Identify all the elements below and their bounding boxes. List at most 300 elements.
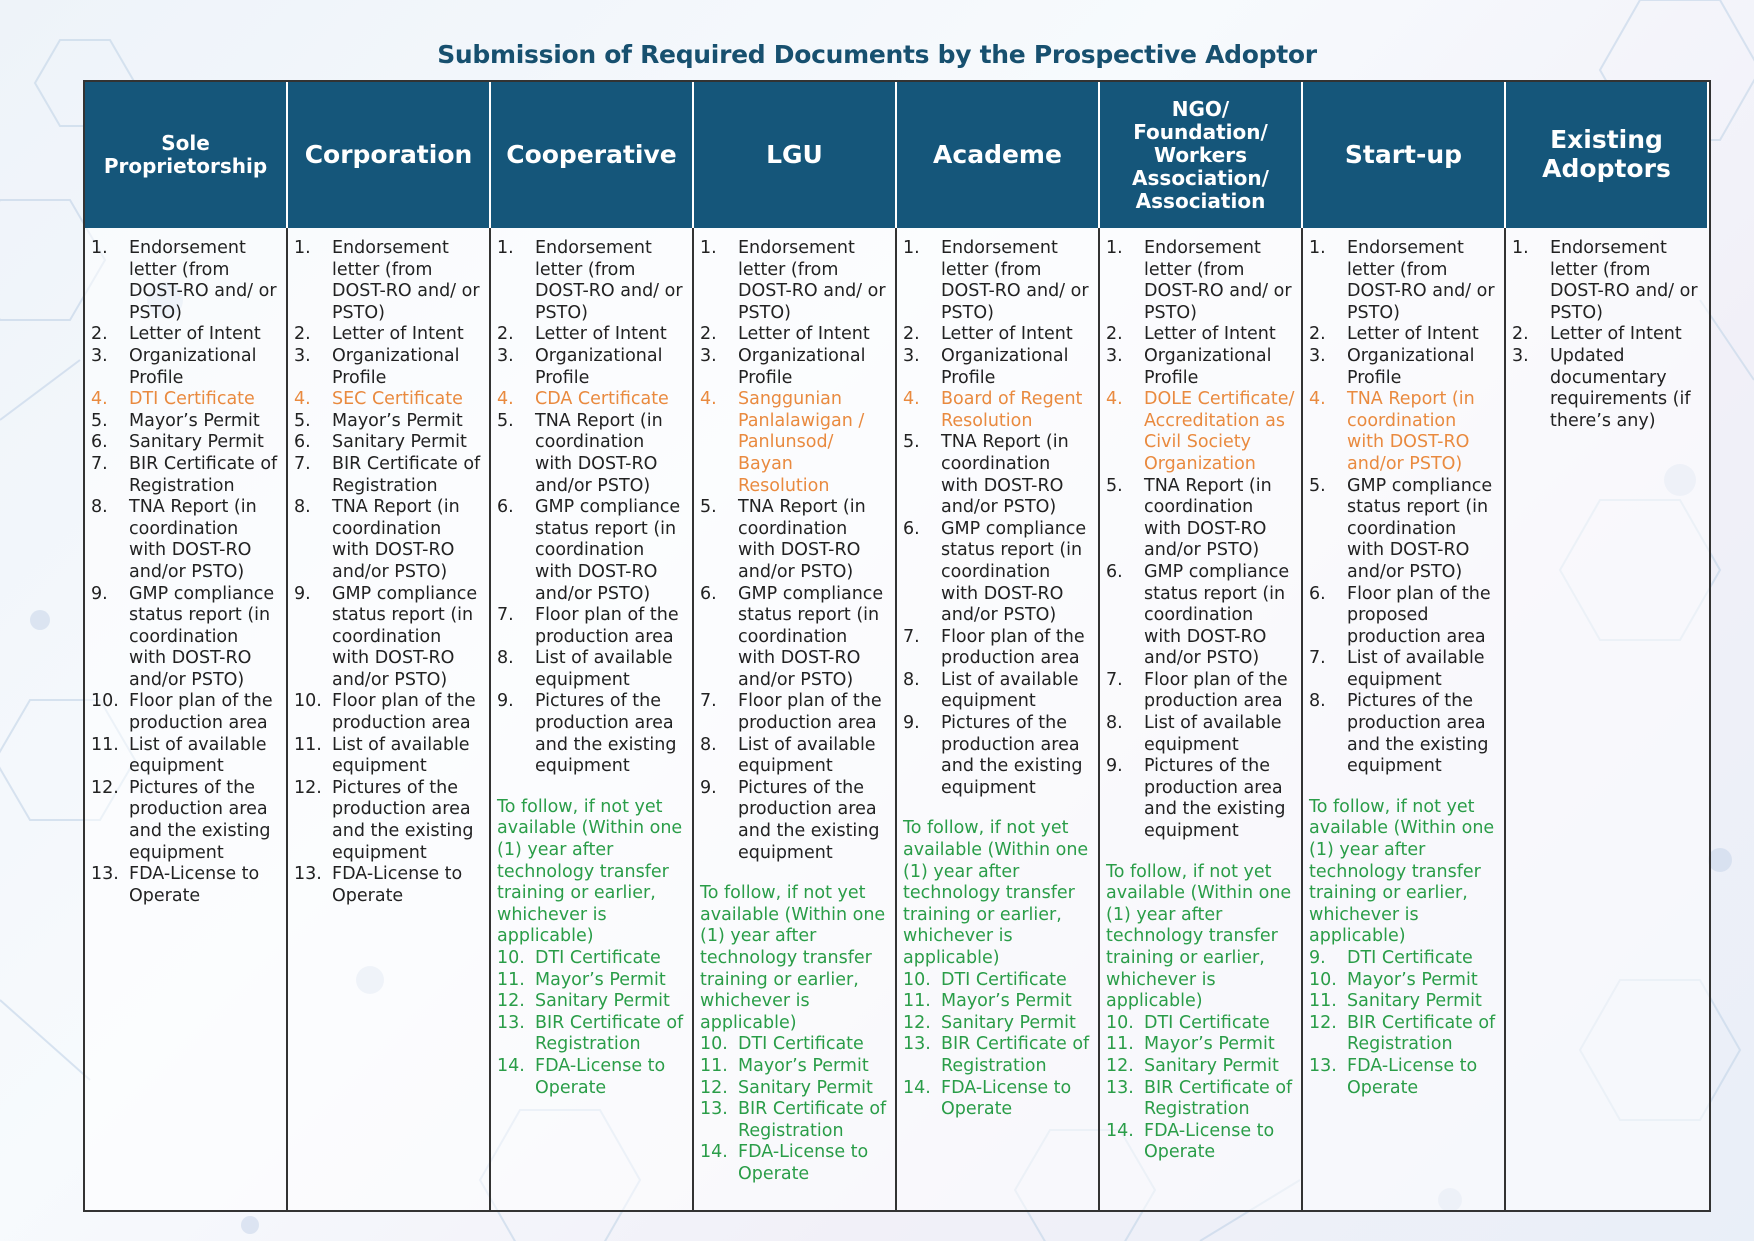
requirements-list — [700, 238, 889, 864]
requirement-item — [1309, 991, 1498, 1013]
requirement-item — [294, 389, 483, 411]
item-number: 8. — [700, 734, 717, 755]
item-text: Sanitary Permit — [332, 432, 467, 453]
item-text: GMP compliance status report (in coordination with DOST-RO and/or PSTO) — [129, 583, 275, 690]
requirement-item — [91, 389, 280, 411]
item-text: FDA-License to Operate — [1347, 1055, 1478, 1098]
item-number: 2. — [700, 324, 717, 345]
to-follow-list — [1309, 948, 1498, 1099]
item-number: 4. — [700, 389, 717, 410]
item-number: 5. — [91, 410, 108, 431]
item-number: 6. — [497, 497, 514, 518]
to-follow-note: To follow, if not yet available (Within one (1) year after technology transfer training or earlier, whichever is applicable) — [497, 796, 683, 947]
item-text: BIR Certificate of Registration — [941, 1034, 1090, 1076]
requirement-item — [91, 324, 280, 346]
to-follow-note: To follow, if not yet available (Within one (1) year after technology transfer training or earlier, whichever is applicable) — [700, 883, 886, 1033]
requirement-item — [903, 670, 1092, 713]
item-text: TNA Report (in coordination with DOST-RO and/or PSTO) — [332, 497, 460, 582]
requirement-item — [1106, 562, 1295, 670]
item-number: 5. — [700, 497, 717, 518]
requirement-item — [1106, 476, 1295, 562]
requirements-column — [1100, 228, 1303, 1210]
column-header: Start-up — [1303, 82, 1506, 228]
item-text: FDA-License to Operate — [332, 864, 463, 906]
requirement-item — [91, 238, 280, 324]
item-text: GMP compliance status report (in coordination with DOST-RO and/or PSTO) — [332, 583, 478, 690]
item-text: TNA Report (in coordination with DOST-RO and/or PSTO) — [129, 497, 257, 582]
requirement-item — [294, 691, 483, 734]
requirement-item — [1309, 970, 1498, 992]
requirement-item — [1512, 346, 1703, 432]
item-text: Floor plan of the production area — [535, 605, 679, 647]
item-number: 14. — [700, 1142, 728, 1163]
requirement-item — [294, 238, 483, 324]
item-text: Endorsement letter (from DOST-RO and/ or PSTO) — [535, 238, 683, 323]
requirement-item — [1106, 346, 1295, 389]
to-follow-list — [903, 970, 1092, 1121]
requirement-item — [700, 389, 889, 497]
item-text: Endorsement letter (from DOST-RO and/ or PSTO) — [1144, 238, 1292, 323]
item-number: 13. — [1106, 1077, 1134, 1098]
item-number: 12. — [91, 777, 119, 798]
item-number: 12. — [294, 777, 322, 798]
item-text: GMP compliance status report (in coordination with DOST-RO and/or PSTO) — [535, 497, 681, 604]
item-text: Floor plan of the production area — [738, 691, 882, 734]
item-number: 12. — [1309, 1012, 1337, 1033]
item-number: 7. — [91, 453, 108, 474]
item-number: 11. — [903, 991, 931, 1012]
item-number: 13. — [903, 1034, 931, 1055]
item-number: 3. — [700, 345, 717, 366]
item-text: Mayor’s Permit — [129, 410, 260, 431]
requirement-item — [903, 389, 1092, 432]
requirement-item — [1309, 324, 1498, 346]
requirement-item — [91, 584, 280, 692]
column-header: Existing Adoptors — [1506, 82, 1709, 228]
requirement-item — [903, 627, 1092, 670]
item-text: FDA-License to Operate — [535, 1055, 666, 1098]
item-number: 4. — [91, 389, 108, 410]
requirement-item — [903, 519, 1092, 627]
requirement-item — [294, 497, 483, 583]
item-text: Sanitary Permit — [535, 991, 670, 1012]
item-text: Pictures of the production area and the existing equipment — [1144, 756, 1286, 842]
item-number: 1. — [1512, 238, 1529, 258]
requirements-column — [897, 228, 1100, 1210]
item-text: BIR Certificate of Registration — [1347, 1012, 1496, 1055]
item-text: Floor plan of the production area — [941, 626, 1085, 669]
item-text: TNA Report (in coordination with DOST-RO and/or PSTO) — [1347, 389, 1475, 474]
requirements-column — [694, 228, 897, 1210]
requirement-item — [700, 691, 889, 734]
item-number: 11. — [1309, 991, 1337, 1012]
requirement-item — [497, 991, 686, 1013]
item-text: Sanitary Permit — [1144, 1055, 1279, 1076]
column-header: Corporation — [288, 82, 491, 228]
item-number: 5. — [1309, 475, 1326, 496]
requirement-item — [700, 778, 889, 864]
requirement-item — [497, 497, 686, 605]
requirement-item — [497, 1056, 686, 1099]
requirements-list — [497, 238, 686, 778]
item-number: 12. — [903, 1012, 931, 1033]
requirement-item — [91, 454, 280, 497]
requirement-item — [497, 948, 686, 970]
item-text: BIR Certificate of Registration — [535, 1012, 684, 1055]
item-number: 6. — [1309, 583, 1326, 604]
item-text: Letter of Intent — [129, 324, 261, 345]
requirement-item — [903, 970, 1092, 992]
requirement-item — [700, 584, 889, 692]
item-text: Mayor’s Permit — [535, 969, 666, 990]
requirement-item — [700, 1056, 889, 1078]
column-header: Academe — [897, 82, 1100, 228]
requirement-item — [1512, 324, 1703, 346]
item-text: List of available equipment — [535, 648, 673, 690]
item-text: FDA-License to Operate — [941, 1077, 1072, 1120]
item-number: 4. — [903, 389, 920, 410]
item-number: 8. — [497, 648, 514, 669]
requirement-item — [700, 324, 889, 346]
item-text: Pictures of the production area and the existing equipment — [1347, 691, 1489, 777]
requirements-list — [1106, 238, 1295, 843]
item-text: TNA Report (in coordination with DOST-RO and/or PSTO) — [1144, 475, 1272, 561]
item-text: Organizational Profile — [1347, 345, 1475, 388]
item-number: 2. — [903, 324, 920, 345]
item-number: 6. — [294, 432, 311, 453]
item-number: 10. — [497, 948, 525, 968]
requirement-item — [1106, 1078, 1295, 1121]
item-text: Organizational Profile — [535, 345, 663, 388]
item-text: Letter of Intent — [332, 324, 464, 345]
item-number: 2. — [497, 324, 514, 345]
item-text: Letter of Intent — [1550, 324, 1682, 345]
item-number: 13. — [91, 864, 119, 885]
item-number: 9. — [903, 713, 920, 734]
item-number: 2. — [91, 324, 108, 345]
requirement-item — [1106, 1013, 1295, 1035]
requirement-item — [294, 454, 483, 497]
item-text: Floor plan of the production area — [332, 691, 476, 734]
item-text: DTI Certificate — [129, 389, 255, 410]
requirements-list — [1309, 238, 1498, 778]
item-text: Floor plan of the proposed production area — [1347, 583, 1491, 647]
item-text: BIR Certificate of Registration — [129, 453, 278, 496]
requirement-item — [1106, 1056, 1295, 1078]
item-number: 4. — [1106, 389, 1123, 410]
item-number: 1. — [1106, 238, 1123, 258]
item-text: Letter of Intent — [941, 324, 1073, 345]
item-number: 13. — [700, 1099, 728, 1120]
requirement-item — [700, 1099, 889, 1142]
item-number: 6. — [1106, 561, 1123, 582]
item-text: Sanitary Permit — [129, 432, 264, 453]
item-number: 10. — [1106, 1012, 1134, 1033]
item-number: 7. — [294, 453, 311, 474]
item-number: 9. — [1309, 948, 1326, 968]
item-number: 7. — [1309, 648, 1326, 669]
item-text: List of available equipment — [941, 669, 1079, 712]
requirement-item — [294, 864, 483, 907]
item-text: FDA-License to Operate — [129, 864, 260, 906]
requirement-item — [294, 432, 483, 454]
item-number: 9. — [91, 583, 108, 604]
requirement-item — [497, 346, 686, 389]
requirement-item — [1106, 389, 1295, 475]
item-text: DTI Certificate — [941, 969, 1067, 990]
item-text: GMP compliance status report (in coordination with DOST-RO and/or PSTO) — [1347, 475, 1493, 582]
item-text: BIR Certificate of Registration — [1144, 1077, 1293, 1120]
item-text: DTI Certificate — [1144, 1012, 1270, 1033]
item-number: 14. — [497, 1055, 525, 1076]
item-number: 14. — [1106, 1120, 1134, 1141]
requirement-item — [91, 735, 280, 778]
item-text: DOLE Certificate/ Accreditation as Civil Society Organization — [1144, 389, 1295, 474]
item-text: List of available equipment — [1144, 713, 1282, 755]
item-number: 2. — [294, 324, 311, 345]
item-number: 13. — [1309, 1055, 1337, 1076]
requirement-item — [903, 346, 1092, 389]
item-number: 3. — [294, 345, 311, 366]
item-text: Mayor’s Permit — [738, 1055, 869, 1076]
item-text: DTI Certificate — [738, 1034, 864, 1055]
to-follow-note: To follow, if not yet available (Within one (1) year after technology transfer training or earlier, whichever is applicable) — [1309, 796, 1495, 947]
item-text: Sanitary Permit — [738, 1077, 873, 1098]
item-number: 5. — [497, 410, 514, 431]
item-number: 3. — [1309, 345, 1326, 366]
item-number: 10. — [1309, 969, 1337, 990]
requirement-item — [903, 432, 1092, 518]
requirement-item — [497, 1013, 686, 1056]
item-number: 7. — [497, 605, 514, 626]
item-number: 8. — [1309, 691, 1326, 712]
item-number: 12. — [497, 991, 525, 1012]
requirement-item — [497, 324, 686, 346]
requirement-item — [1106, 756, 1295, 842]
requirement-item — [1309, 648, 1498, 691]
requirement-item — [91, 432, 280, 454]
requirement-item — [1512, 238, 1703, 324]
requirement-item — [91, 691, 280, 734]
item-number: 3. — [497, 345, 514, 366]
requirement-item — [294, 324, 483, 346]
requirement-item — [1309, 389, 1498, 475]
requirements-list — [294, 238, 483, 907]
to-follow-list — [497, 948, 686, 1099]
requirement-item — [497, 605, 686, 648]
item-text: Organizational Profile — [1144, 345, 1272, 388]
to-follow-note: To follow, if not yet available (Within one (1) year after technology transfer training or earlier, whichever is applicable) — [1106, 861, 1292, 1012]
item-text: Letter of Intent — [535, 324, 667, 345]
item-number: 12. — [700, 1077, 728, 1098]
item-text: SEC Certificate — [332, 389, 463, 410]
item-text: Organizational Profile — [332, 345, 460, 388]
requirement-item — [497, 411, 686, 497]
item-number: 2. — [1106, 324, 1123, 345]
to-follow-list — [1106, 1013, 1295, 1164]
item-text: List of available equipment — [1347, 648, 1485, 690]
requirement-item — [294, 584, 483, 692]
item-number: 11. — [497, 969, 525, 990]
item-number: 5. — [903, 432, 920, 453]
item-number: 1. — [294, 238, 311, 258]
item-text: Organizational Profile — [941, 345, 1069, 388]
item-number: 11. — [1106, 1034, 1134, 1055]
item-text: Organizational Profile — [129, 345, 257, 388]
requirement-item — [903, 1013, 1092, 1035]
item-number: 3. — [1106, 345, 1123, 366]
item-number: 3. — [1512, 345, 1529, 366]
item-number: 8. — [91, 497, 108, 518]
item-text: FDA-License to Operate — [1144, 1120, 1275, 1163]
item-number: 13. — [294, 864, 322, 885]
item-number: 3. — [91, 345, 108, 366]
item-text: Floor plan of the production area — [1144, 669, 1288, 712]
item-number: 1. — [91, 238, 108, 258]
item-number: 14. — [903, 1077, 931, 1098]
item-text: BIR Certificate of Registration — [332, 453, 481, 496]
item-number: 11. — [91, 734, 119, 755]
requirement-item — [1309, 584, 1498, 649]
item-text: Sanitary Permit — [1347, 991, 1482, 1012]
item-text: Mayor’s Permit — [332, 410, 463, 431]
item-text: Organizational Profile — [738, 345, 866, 388]
item-text: Mayor’s Permit — [941, 991, 1072, 1012]
item-number: 12. — [1106, 1055, 1134, 1076]
item-number: 5. — [294, 410, 311, 431]
item-text: Mayor’s Permit — [1144, 1034, 1275, 1055]
item-number: 5. — [1106, 475, 1123, 496]
item-number: 2. — [1309, 324, 1326, 345]
requirement-item — [903, 324, 1092, 346]
requirement-item — [91, 346, 280, 389]
item-text: Floor plan of the production area — [129, 691, 273, 734]
requirement-item — [700, 497, 889, 583]
to-follow-note: To follow, if not yet available (Within one (1) year after technology transfer training or earlier, whichever is applicable) — [903, 818, 1089, 968]
item-text: FDA-License to Operate — [738, 1142, 869, 1184]
item-number: 1. — [497, 238, 514, 258]
item-text: DTI Certificate — [535, 948, 661, 968]
item-text: Endorsement letter (from DOST-RO and/ or PSTO) — [1347, 238, 1495, 323]
item-text: Letter of Intent — [1144, 324, 1276, 345]
item-number: 6. — [903, 518, 920, 539]
item-text: TNA Report (in coordination with DOST-RO and/or PSTO) — [535, 410, 663, 496]
requirement-item — [1106, 1034, 1295, 1056]
requirement-item — [903, 1078, 1092, 1121]
item-text: TNA Report (in coordination with DOST-RO and/or PSTO) — [941, 432, 1069, 518]
requirement-item — [294, 346, 483, 389]
requirement-item — [903, 238, 1092, 324]
requirement-item — [91, 864, 280, 907]
requirement-item — [1309, 346, 1498, 389]
item-text: Mayor’s Permit — [1347, 969, 1478, 990]
requirements-table — [83, 80, 1711, 1212]
item-number: 6. — [700, 583, 717, 604]
requirement-item — [497, 238, 686, 324]
requirement-item — [91, 778, 280, 864]
item-text: Letter of Intent — [1347, 324, 1479, 345]
item-number: 9. — [1106, 756, 1123, 777]
item-number: 4. — [1309, 389, 1326, 410]
item-number: 10. — [903, 969, 931, 990]
item-number: 7. — [700, 691, 717, 712]
requirement-item — [497, 389, 686, 411]
item-number: 7. — [903, 626, 920, 647]
item-text: Pictures of the production area and the existing equipment — [941, 713, 1083, 798]
requirements-column — [1506, 228, 1709, 1210]
item-number: 13. — [497, 1012, 525, 1033]
item-text: CDA Certificate — [535, 389, 669, 410]
requirement-item — [1309, 948, 1498, 970]
requirements-column — [85, 228, 288, 1210]
requirement-item — [1106, 238, 1295, 324]
requirements-column — [1303, 228, 1506, 1210]
item-text: Letter of Intent — [738, 324, 870, 345]
requirement-item — [700, 1078, 889, 1100]
column-header: Cooperative — [491, 82, 694, 228]
requirement-item — [1106, 670, 1295, 713]
item-text: Board of Regent Resolution — [941, 389, 1083, 431]
requirement-item — [700, 238, 889, 324]
requirement-item — [700, 1034, 889, 1056]
requirement-item — [497, 648, 686, 691]
requirements-list — [1512, 238, 1703, 432]
requirement-item — [91, 497, 280, 583]
item-text: Pictures of the production area and the existing equipment — [738, 777, 880, 863]
item-number: 4. — [497, 389, 514, 410]
requirement-item — [1309, 238, 1498, 324]
item-number: 9. — [294, 583, 311, 604]
item-text: Endorsement letter (from DOST-RO and/ or PSTO) — [941, 238, 1089, 323]
column-header: NGO/ Foundation/ Workers Association/ Association — [1100, 82, 1303, 228]
item-text: Pictures of the production area and the existing equipment — [535, 691, 677, 777]
requirement-item — [903, 713, 1092, 799]
item-text: List of available equipment — [738, 734, 876, 777]
item-number: 11. — [700, 1055, 728, 1076]
requirements-list — [903, 238, 1092, 799]
item-number: 8. — [1106, 713, 1123, 734]
item-number: 10. — [91, 691, 119, 712]
item-text: Pictures of the production area and the existing equipment — [332, 777, 474, 863]
requirement-item — [1106, 713, 1295, 756]
to-follow-list — [700, 1034, 889, 1185]
requirements-column — [491, 228, 694, 1210]
requirements-list — [91, 238, 280, 907]
item-text: Sanggunian Panlalawigan / Panlunsod/ Bayan Resolution — [738, 389, 865, 496]
requirement-item — [1106, 1121, 1295, 1164]
item-number: 10. — [294, 691, 322, 712]
item-text: TNA Report (in coordination with DOST-RO and/or PSTO) — [738, 497, 866, 582]
item-number: 9. — [497, 691, 514, 712]
item-number: 7. — [1106, 669, 1123, 690]
requirement-item — [294, 778, 483, 864]
item-text: Endorsement letter (from DOST-RO and/ or PSTO) — [332, 238, 480, 323]
item-number: 1. — [1309, 238, 1326, 258]
requirement-item — [1106, 324, 1295, 346]
item-number: 1. — [700, 238, 717, 258]
column-header: Sole Proprietorship — [85, 82, 288, 228]
item-text: BIR Certificate of Registration — [738, 1099, 887, 1141]
column-header: LGU — [694, 82, 897, 228]
item-text: GMP compliance status report (in coordination with DOST-RO and/or PSTO) — [738, 583, 884, 690]
requirement-item — [91, 411, 280, 433]
requirement-item — [1309, 476, 1498, 584]
requirement-item — [1309, 1056, 1498, 1099]
requirement-item — [903, 1034, 1092, 1077]
requirement-item — [294, 735, 483, 778]
item-text: Endorsement letter (from DOST-RO and/ or PSTO) — [738, 238, 886, 323]
item-number: 3. — [903, 345, 920, 366]
